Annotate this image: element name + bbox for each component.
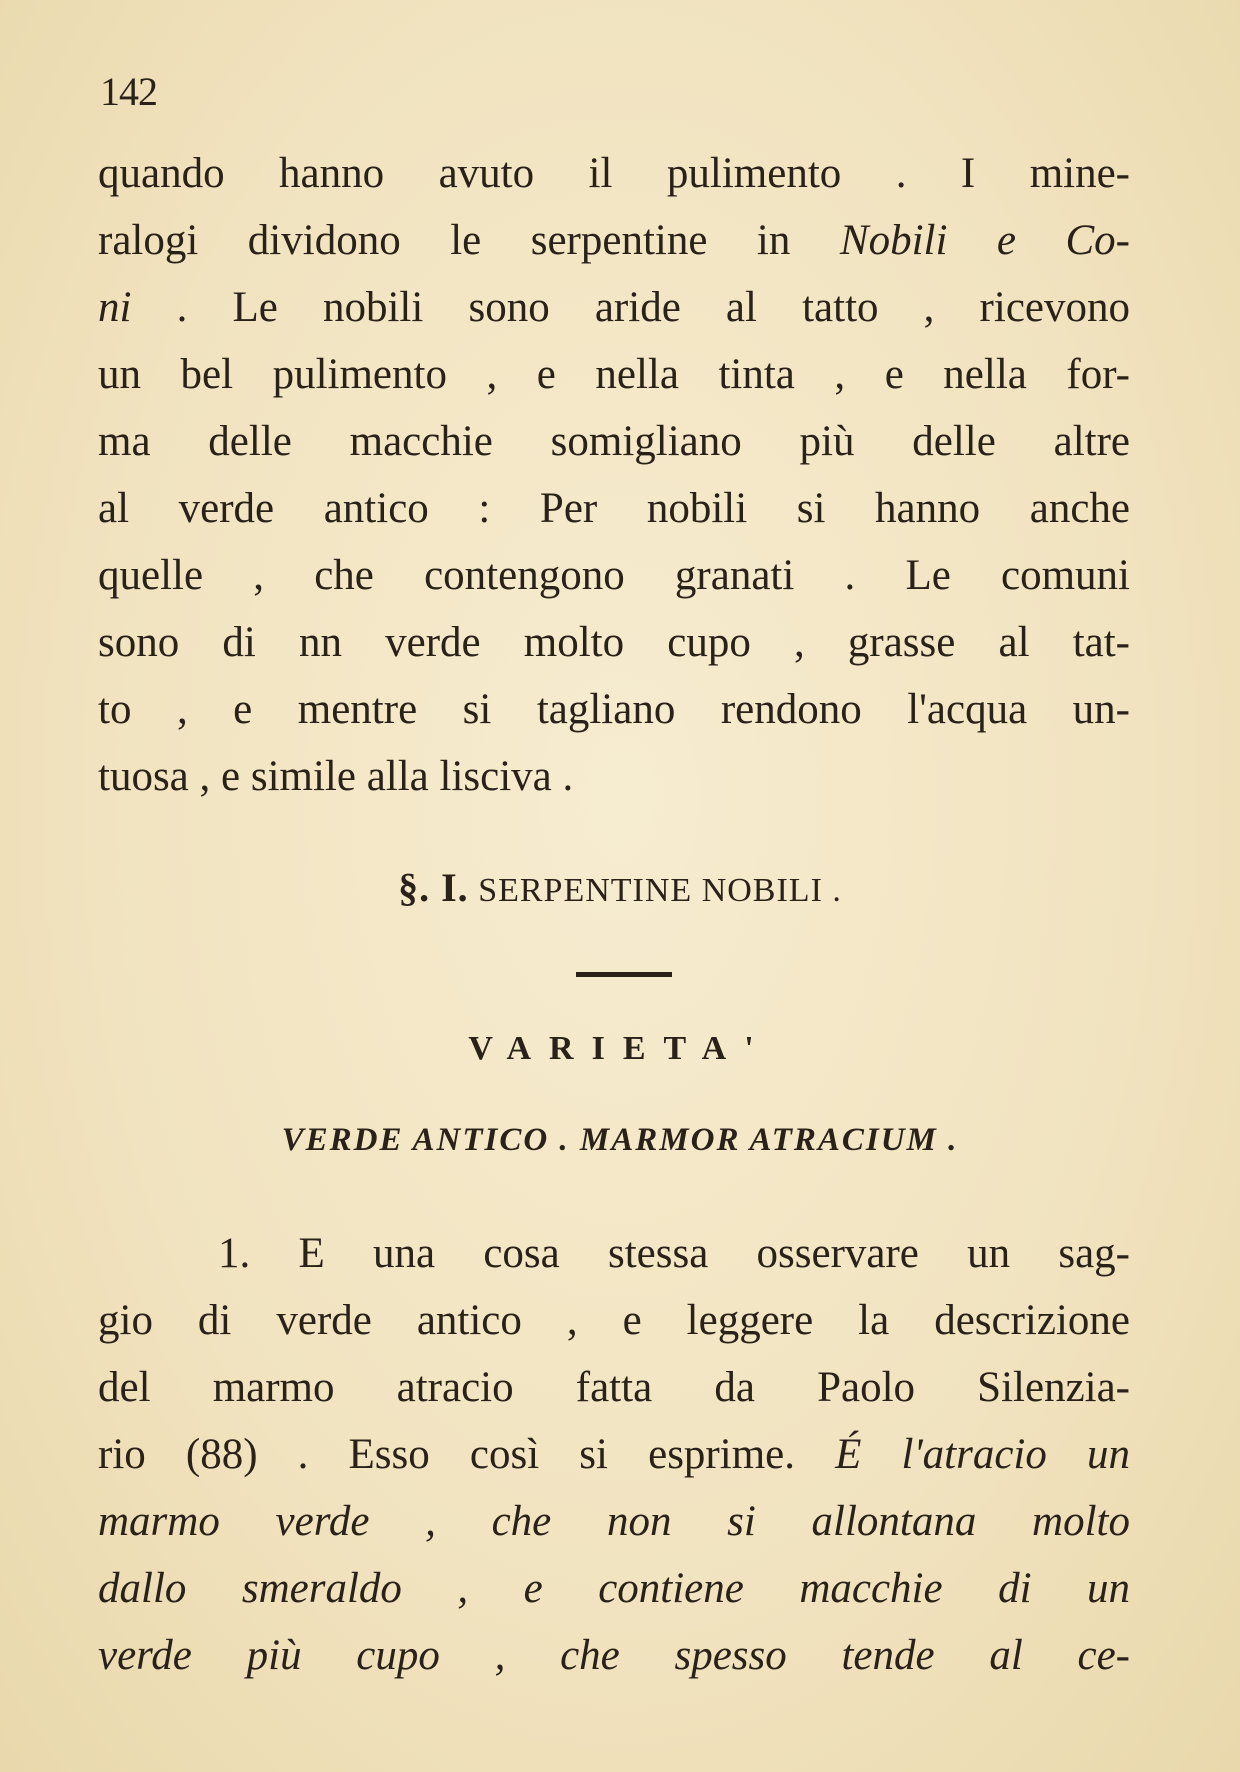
varieta-heading: VARIETA' (468, 1030, 772, 1067)
text-run: 1. E una cosa stessa osservare un sag- (218, 1230, 1130, 1277)
text-line (98, 1555, 1130, 1622)
text-line (98, 743, 1130, 810)
section-symbol: §. I. (398, 865, 469, 910)
text-line (98, 1287, 1130, 1354)
page-number: 142 (100, 69, 157, 114)
text-run: Nobili e Co- (839, 217, 1131, 264)
text-line (98, 1622, 1130, 1689)
paragraph-2 (98, 1220, 1130, 1689)
text-run: gio di verde antico , e leggere la descrizione (98, 1297, 1130, 1344)
paragraph-1 (98, 140, 1130, 810)
text-run: ni (98, 284, 132, 331)
text-run: del marmo atracio fatta da Paolo Silenzia- (98, 1364, 1130, 1411)
text-line (98, 341, 1130, 408)
text-run: marmo verde , che non si allontana molto (98, 1498, 1130, 1545)
text-line (98, 274, 1130, 341)
text-run: dallo smeraldo , e contiene macchie di un (98, 1565, 1130, 1612)
text-run: ralogi dividono le serpentine in (98, 217, 840, 264)
text-line (98, 475, 1130, 542)
text-run: rio (88) . Esso così si esprime. (98, 1431, 836, 1478)
text-run: quelle , che contengono granati . Le comuni (98, 552, 1130, 599)
text-line (98, 1220, 1130, 1287)
text-run: tuosa , e simile alla lisciva . (98, 753, 574, 800)
text-line (98, 408, 1130, 475)
text-line (98, 140, 1130, 207)
text-run: un bel pulimento , e nella tinta , e nella for- (98, 351, 1130, 398)
divider-rule (576, 972, 672, 977)
text-run: to , e mentre si tagliano rendono l'acqua un- (98, 686, 1130, 733)
section-title: SERPENTINE NOBILI . (478, 872, 842, 909)
text-run: É l'atracio un (835, 1431, 1131, 1478)
section-heading (0, 864, 1240, 911)
text-run: quando hanno avuto il pulimento . I mine- (98, 150, 1130, 197)
text-line (98, 1421, 1130, 1488)
text-run: ma delle macchie somigliano più delle altre (98, 418, 1130, 465)
text-line (98, 542, 1130, 609)
text-run: . Le nobili sono aride al tatto , ricevono (131, 284, 1130, 331)
variety-subtitle: VERDE ANTICO . MARMOR ATRACIUM . (281, 1122, 959, 1158)
text-run: al verde antico : Per nobili si hanno anche (98, 485, 1130, 532)
text-line (98, 207, 1130, 274)
text-run: sono di nn verde molto cupo , grasse al tat- (98, 619, 1130, 666)
text-line (98, 1354, 1130, 1421)
text-line (98, 676, 1130, 743)
text-line (98, 609, 1130, 676)
text-run: verde più cupo , che spesso tende al ce- (98, 1632, 1130, 1679)
text-line (98, 1488, 1130, 1555)
